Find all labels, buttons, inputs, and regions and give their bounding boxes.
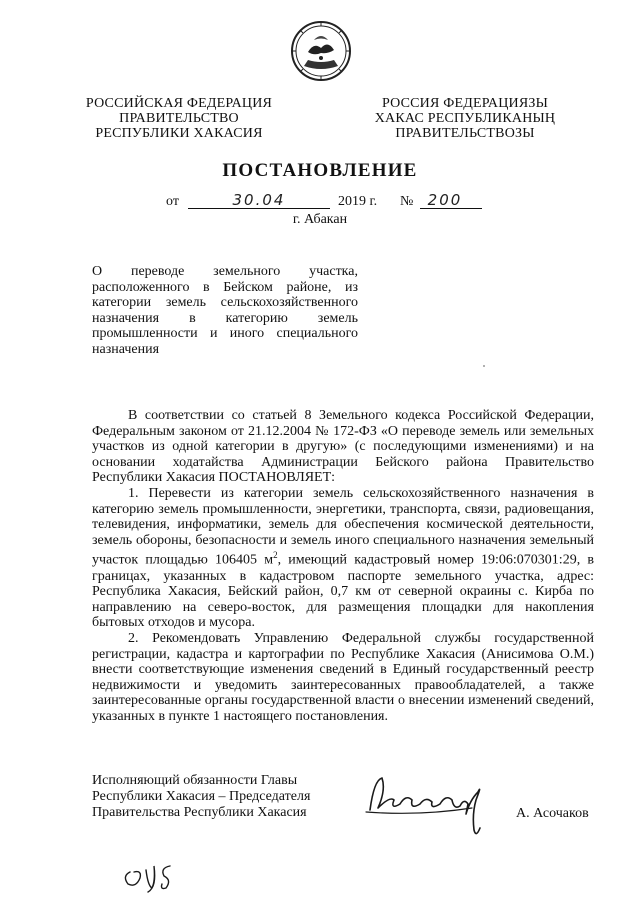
number-handwritten: 200 xyxy=(427,191,463,209)
signatory-name: А. Асочаков xyxy=(516,806,589,821)
header-left-block xyxy=(84,96,274,141)
header-right-line-2: ХАКАС РЕСПУБЛИКАНЫҢ xyxy=(374,111,556,126)
date-number-row xyxy=(160,191,490,212)
body-paragraph-item-1 xyxy=(92,486,594,631)
date-handwritten: 30.04 xyxy=(232,191,286,209)
header-left-line-3: РЕСПУБЛИКИ ХАКАСИЯ xyxy=(95,126,263,141)
signatory-position-line-1: Исполняющий обязанности Главы xyxy=(92,773,298,788)
body-text xyxy=(92,408,594,725)
handwritten-signature xyxy=(360,770,500,842)
stray-mark xyxy=(483,365,485,367)
body-paragraph-preamble: В соответствии со статьей 8 Земельного кодекса Российской Федерации, Федеральным законом от 21.12.2004 № 172-ФЗ «О переводе земель или земельных участков из одной категории в другую» (с последующими изменениями) и на основании ходатайства Администрации Бейского района Правительство Республики Хакасия ПОСТАНОВЛЯЕТ: xyxy=(92,408,594,486)
header-right-line-3: ПРАВИТЕЛЬСТВОЗЫ xyxy=(395,126,535,141)
header-right-block xyxy=(370,96,560,141)
header-left-line-2: ПРАВИТЕЛЬСТВО xyxy=(119,111,239,126)
signatory-position xyxy=(92,773,352,821)
header-left-line-1: РОССИЙСКАЯ ФЕДЕРАЦИЯ xyxy=(85,96,273,111)
body-paragraph-item-2: 2. Рекомендовать Управлению Федеральной службы государственной регистрации, кадастра и картографии по Республике Хакасия (Анисимова О.М.) внести соответствующие изменения сведений в Единый государственный реестр недвижимости и уведомить заинтересованных правообладателей, а также заинтересованные органы государственной власти о внесении изменений сведений, указанных в пункте 1 настоящего постановления. xyxy=(92,630,594,724)
signatory-position-line-2: Республики Хакасия – Председателя xyxy=(92,789,311,804)
area-unit-superscript: 2 xyxy=(273,550,278,561)
document-title: ПОСТАНОВЛЕНИЕ xyxy=(222,160,418,181)
city-line: г. Абакан xyxy=(292,212,348,227)
signatory-position-line-3: Правительства Республики Хакасия xyxy=(92,805,307,820)
item-1-text-b: , имеющий кадастровый номер 19:06:070301:29, в границах, указанных в кадастровом паспорте земельного участка, адрес: Республика Хакасия, Бейский район, 0,7 км от северной окраины с. Кирба по направлению на северо-восток, для размещения площадки для накопления бытовых отходов и мусора. xyxy=(92,553,594,631)
header-right-line-1: РОССИЯ ФЕДЕРАЦИЯЗЫ xyxy=(381,96,549,111)
year-suffix: 2019 г. xyxy=(338,194,378,209)
coat-of-arms-emblem xyxy=(290,20,352,82)
handwritten-initials xyxy=(118,858,182,894)
date-prefix: от xyxy=(166,194,179,209)
number-sign: № xyxy=(400,194,414,209)
subject-paragraph: О переводе земельного участка, расположенного в Бейском районе, из категории земель сельскохозяйственного назначения в категорию земель промышленности и иного специального назначения xyxy=(92,264,358,357)
item-1-text-a: 1. Перевести из категории земель сельскохозяйственного назначения в категорию земель промышленности, энергетики, транспорта, связи, радиовещания, телевидения, информатики, земель для обеспечения космической деятельности, земель обороны, безопасности и земель иного специального назначения земельный участок площадью 106405 м xyxy=(92,485,594,568)
